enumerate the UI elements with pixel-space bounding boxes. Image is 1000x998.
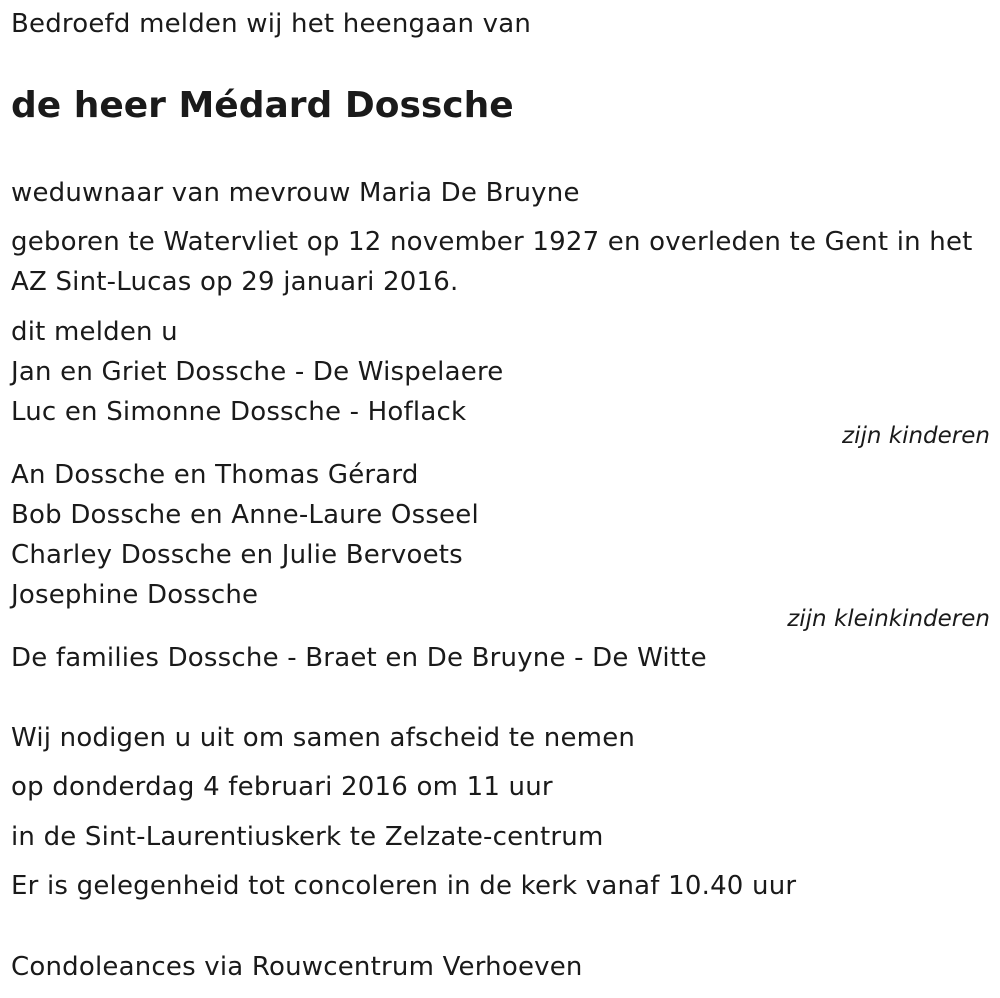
children-label: zijn kinderen: [842, 423, 990, 449]
farewell-place: in de Sint-Laurentiuskerk te Zelzate-centrum: [11, 822, 604, 852]
grandchild-entry: Josephine Dossche: [11, 580, 259, 610]
farewell-invite: Wij nodigen u uit om samen afscheid te nemen: [11, 723, 636, 753]
farewell-date: op donderdag 4 februari 2016 om 11 uur: [11, 772, 553, 802]
condolences-via: Condoleances via Rouwcentrum Verhoeven: [11, 952, 583, 982]
condolences-time: Er is gelegenheid tot concoleren in de kerk vanaf 10.40 uur: [11, 871, 797, 901]
families-text: De families Dossche - Braet en De Bruyne - De Witte: [11, 643, 707, 673]
child-entry: Luc en Simonne Dossche - Hoflack: [11, 397, 467, 427]
widower-text: weduwnaar van mevrouw Maria De Bruyne: [11, 178, 580, 208]
grandchildren-label: zijn kleinkinderen: [787, 606, 990, 632]
announced-by-text: dit melden u: [11, 317, 178, 347]
deceased-name: de heer Médard Dossche: [11, 85, 514, 126]
birth-death-line-1: geboren te Watervliet op 12 november 1927 en overleden te Gent in het: [11, 227, 973, 257]
birth-death-line-2: AZ Sint-Lucas op 29 januari 2016.: [11, 267, 459, 297]
grandchild-entry: An Dossche en Thomas Gérard: [11, 460, 419, 490]
intro-text: Bedroefd melden wij het heengaan van: [11, 9, 532, 39]
grandchild-entry: Bob Dossche en Anne-Laure Osseel: [11, 500, 479, 530]
child-entry: Jan en Griet Dossche - De Wispelaere: [11, 357, 504, 387]
grandchild-entry: Charley Dossche en Julie Bervoets: [11, 540, 463, 570]
